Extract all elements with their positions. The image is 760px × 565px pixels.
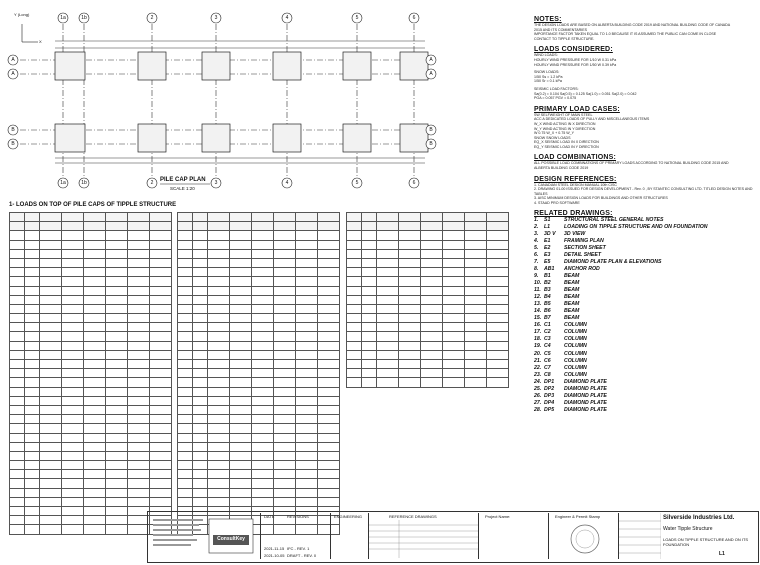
related-drawing-item — [534, 407, 754, 414]
related-title: COLUMN — [564, 350, 587, 357]
snow-title: SNOW LOADS: — [534, 70, 560, 75]
related-title: COLUMN — [564, 322, 587, 329]
grid-label: 1b — [81, 15, 87, 21]
related-code: E3 — [544, 251, 551, 258]
related-code: DP2 — [544, 385, 555, 392]
note-line: THE DESIGN LOADS ARE BASED ON ALBERTA BUILDING CODE 2019 AND NATIONAL BUILDING CODE OF CANADA — [534, 23, 731, 27]
related-title: FRAMING PLAN — [564, 237, 604, 244]
related-drawing-item — [534, 315, 754, 322]
related-number: 25. — [534, 385, 542, 392]
table-row — [347, 277, 509, 286]
grid-label: B — [11, 141, 15, 147]
related-title: RELATED DRAWINGS: — [534, 209, 613, 217]
grid-label: 3 — [214, 15, 218, 21]
related-number: 28. — [534, 406, 542, 413]
notes-section — [534, 16, 754, 414]
table-row — [347, 231, 509, 240]
related-code: C6 — [544, 357, 551, 364]
rev-desc: IFC - REV. 1 — [287, 546, 310, 551]
engineering-box — [330, 513, 369, 559]
related-number: 4. — [534, 237, 539, 244]
wind-line: HOURLY WIND PRESSURE FOR 1/10 W 0.31 kPa — [534, 57, 617, 62]
related-code: C3 — [544, 336, 551, 343]
related-drawing-item — [534, 252, 754, 259]
table-row — [347, 304, 509, 313]
related-drawing-item — [534, 259, 754, 266]
table-row — [10, 286, 172, 295]
table-row — [347, 240, 509, 249]
reference-line: 3. AISC MINIMUM DESIGN LOADS FOR BUILDINGS AND OTHER STRUCTURES — [534, 196, 668, 201]
table-row — [10, 470, 172, 479]
project-name: Water Tipple Structure — [663, 526, 713, 532]
primary-cases-title: PRIMARY LOAD CASES: — [534, 105, 620, 113]
reference-line: 4. STAAD PRO SOFTWARE — [534, 201, 580, 206]
grid-label: 1b — [81, 180, 87, 186]
related-drawing-item — [534, 386, 754, 393]
table-row — [10, 323, 172, 332]
table-row — [178, 277, 340, 286]
table-row — [10, 213, 172, 222]
related-code: 3D V — [544, 230, 556, 237]
grid-label: B — [429, 127, 433, 133]
related-drawing-item — [534, 245, 754, 252]
table-row — [10, 295, 172, 304]
case-line: ACC A DEDICATED LOADS OF PULLY AND MISCELLANEOUS ITEMS — [534, 117, 650, 122]
grid-label: 4 — [285, 15, 289, 21]
related-title: BEAM — [564, 294, 580, 301]
grid-label: 4 — [285, 180, 289, 186]
table-row — [178, 213, 340, 222]
related-code: DP5 — [544, 406, 555, 413]
related-number: 17. — [534, 329, 542, 336]
axis-x-label: X — [39, 39, 42, 44]
table-row — [347, 360, 509, 369]
table-row — [10, 488, 172, 497]
related-number: 9. — [534, 273, 539, 279]
table-row — [10, 497, 172, 506]
grid-label: 2 — [150, 180, 154, 186]
related-drawing-item — [534, 238, 754, 245]
related-drawing-item — [534, 365, 754, 372]
case-line: W 0.75 W_X + 0.75 W_Y — [534, 131, 575, 136]
related-code: B6 — [544, 308, 551, 315]
related-title: COLUMN — [564, 364, 587, 371]
combination-line: ALL POSSIBLE LOAD COMBINATIONS OF PRIMARY LOADS ACCORDING TO NATIONAL BUILDING CODE 2015 AND — [534, 161, 729, 166]
related-drawing-item — [534, 294, 754, 301]
table-row — [178, 387, 340, 396]
reference-line: TABLES — [534, 191, 548, 196]
table-row — [178, 222, 340, 231]
related-number: 2. — [534, 223, 539, 230]
table-row — [10, 396, 172, 405]
table-row — [178, 240, 340, 249]
related-drawing-item — [534, 266, 754, 273]
related-drawing-item — [534, 273, 754, 280]
related-number: 15. — [534, 315, 542, 322]
table-row — [10, 360, 172, 369]
grid-label: 6 — [412, 15, 416, 21]
case-line: W_Y WIND ACTING IN Y DIRECTION — [534, 126, 596, 131]
related-number: 7. — [534, 258, 539, 265]
plan-scale: SCALE 1:20 — [170, 186, 195, 191]
stamp-label: Engineer & Permit Stamp — [555, 514, 601, 519]
related-code: DP3 — [544, 392, 555, 399]
case-line: SNOW SNOW LOADS — [534, 135, 571, 140]
plan-title: PILE CAP PLAN — [160, 177, 206, 183]
loads-table — [177, 212, 340, 535]
grid-label: B — [429, 141, 433, 147]
table-row — [10, 415, 172, 424]
note-line: IMPORTANCE FACTOR TAKEN EQUAL TO 1.0 BECAUSE IT IS ASSUMED THE PUBLIC CAN COME IN CLOSE — [534, 32, 717, 37]
related-number: 27. — [534, 399, 542, 406]
table-row — [178, 231, 340, 240]
snow-line: 1/50 Ss = 1.2 kPa — [534, 74, 563, 79]
axis-y-label: Y (Long) — [14, 12, 30, 17]
table-row — [10, 222, 172, 231]
drawing-title: LOADS ON TIPPLE STRUCTURE AND ON ITS FOUNDATION — [663, 537, 749, 547]
related-code: B7 — [544, 315, 551, 322]
table-row — [10, 424, 172, 433]
table-row — [347, 268, 509, 277]
table-row — [178, 442, 340, 451]
table-row — [10, 277, 172, 286]
table-row — [10, 240, 172, 249]
related-drawing-item — [534, 224, 754, 231]
related-drawing-item — [534, 336, 754, 343]
table-row — [10, 341, 172, 350]
related-code: B2 — [544, 280, 551, 287]
grid-label: 1a — [60, 15, 66, 21]
related-title: DIAMOND PLATE — [564, 406, 607, 413]
case-line: W_X WIND ACTING IN X DIRECTION — [534, 121, 596, 126]
related-drawing-item — [534, 358, 754, 365]
table-row — [347, 314, 509, 323]
rev-date: 2021-10-05 — [264, 553, 285, 558]
related-code: C4 — [544, 343, 551, 350]
related-code: AB1 — [544, 265, 555, 272]
date-label: DATE — [264, 514, 275, 519]
table-row — [347, 323, 509, 332]
table-row — [178, 332, 340, 341]
table-row — [347, 295, 509, 304]
table-row — [347, 350, 509, 359]
related-code: E1 — [544, 237, 551, 244]
related-number: 18. — [534, 336, 542, 343]
related-title: BEAM — [564, 280, 580, 287]
table-row — [347, 258, 509, 267]
note-line: 2015 AND ITS COMMENTARIES — [534, 27, 588, 32]
project-label: Project Name: — [485, 514, 511, 519]
related-drawing-item — [534, 351, 754, 358]
related-number: 13. — [534, 301, 542, 308]
table-row — [10, 258, 172, 267]
grid-label: 1a — [60, 180, 66, 186]
related-number: 10. — [534, 280, 542, 287]
grid-label: 3 — [214, 180, 218, 186]
table-row — [178, 341, 340, 350]
snow-line: 1/50 Sr = 0.1 kPa — [534, 79, 562, 84]
grid-label: A — [429, 57, 433, 63]
related-number: 23. — [534, 371, 542, 378]
loads-table — [9, 212, 172, 535]
table-row — [178, 470, 340, 479]
table-row — [347, 369, 509, 378]
related-number: 3. — [534, 230, 539, 237]
related-drawing-item — [534, 400, 754, 407]
related-code: C1 — [544, 322, 551, 329]
related-title: BEAM — [564, 273, 580, 279]
related-title: DETAIL SHEET — [564, 251, 601, 258]
related-drawing-item — [534, 322, 754, 329]
related-title: DIAMOND PLATE — [564, 385, 607, 392]
related-drawing-item — [534, 393, 754, 400]
loads-table-title: 1- LOADS ON TOP OF PILE CAPS OF TIPPLE STRUCTURE — [9, 202, 177, 208]
related-number: 22. — [534, 364, 542, 371]
related-code: S1 — [544, 216, 551, 223]
grid-label: 6 — [412, 180, 416, 186]
related-drawing-item — [534, 308, 754, 315]
related-drawing-item — [534, 379, 754, 386]
reference-label: REFERENCE DRAWINGS — [389, 514, 437, 519]
seismic-title: SEISMIC LOAD FACTORS: — [534, 86, 579, 91]
table-row — [178, 268, 340, 277]
table-row — [178, 433, 340, 442]
related-drawing-item — [534, 287, 754, 294]
related-code: B1 — [544, 273, 551, 279]
related-number: 1. — [534, 216, 539, 223]
related-title: SECTION SHEET — [564, 244, 606, 251]
related-title: DIAMOND PLATE — [564, 378, 607, 385]
table-row — [178, 249, 340, 258]
grid-label: B — [11, 127, 15, 133]
related-number: 14. — [534, 308, 542, 315]
combination-line: ALBERTA BUILDING CODE 2019 — [534, 166, 589, 171]
related-title: COLUMN — [564, 343, 587, 350]
client-box — [618, 513, 758, 559]
table-row — [178, 378, 340, 387]
related-drawing-item — [534, 217, 754, 224]
table-row — [10, 268, 172, 277]
loads-considered-title: LOADS CONSIDERED: — [534, 46, 613, 54]
table-row — [10, 387, 172, 396]
related-title: DIAMOND PLATE PLAN & ELEVATIONS — [564, 258, 662, 265]
related-title: BEAM — [564, 308, 580, 315]
related-drawings-list — [534, 217, 754, 414]
table-row — [10, 369, 172, 378]
table-row — [178, 451, 340, 460]
related-code: B4 — [544, 294, 551, 301]
related-drawing-item — [534, 343, 754, 350]
table-row — [347, 286, 509, 295]
wind-title: WIND LOADS: — [534, 53, 558, 58]
revisions-label: REVISIONS — [287, 514, 309, 519]
table-row — [10, 378, 172, 387]
table-row — [178, 350, 340, 359]
table-row — [178, 304, 340, 313]
table-row — [10, 304, 172, 313]
seismic-line: PGA = 0.057 PGV = 0.075 — [534, 96, 577, 101]
table-row — [178, 369, 340, 378]
table-row — [347, 249, 509, 258]
drawing-number: L1 — [719, 551, 725, 557]
related-drawing-item — [534, 372, 754, 379]
related-title: 3D VIEW — [564, 230, 586, 237]
related-number: 12. — [534, 294, 542, 301]
table-row — [347, 332, 509, 341]
grid-label: 5 — [355, 180, 359, 186]
table-row — [178, 415, 340, 424]
related-title: STRUCTURAL STEEL GENERAL NOTES — [564, 216, 664, 223]
engineer-stamp-icon — [569, 523, 601, 555]
project-box — [478, 513, 549, 559]
related-code: C8 — [544, 371, 551, 378]
table-row — [178, 323, 340, 332]
related-title: COLUMN — [564, 336, 587, 343]
case-line: EQ_Y SEISMIC LOAD IN Y DIRECTION — [534, 144, 599, 149]
table-row — [10, 350, 172, 359]
note-line: CONTACT TO TIPPLE STRUCTURE. — [534, 36, 595, 41]
related-code: C2 — [544, 329, 551, 336]
notes-title: NOTES: — [534, 16, 562, 23]
related-number: 20. — [534, 350, 542, 357]
related-code: L1 — [544, 223, 551, 230]
stamp-box — [548, 513, 619, 559]
grid-label: 2 — [150, 15, 154, 21]
related-number: 6. — [534, 251, 539, 258]
table-row — [178, 360, 340, 369]
related-title: BEAM — [564, 301, 580, 308]
case-line: SW SELFWEIGHT OF MAIN STEEL — [534, 112, 593, 117]
grid-label: A — [11, 57, 15, 63]
related-code: E2 — [544, 244, 551, 251]
reference-line: 2. DRAWING 01-00 ISSUED FOR DESIGN DEVELOPMENT - Rev. 0 , BY STANTEC CONSULTING LTD. TITLED DESIGN NOTES AND — [534, 187, 753, 192]
related-number: 21. — [534, 357, 542, 364]
related-title: ANCHOR ROD — [564, 265, 600, 272]
table-row — [347, 213, 509, 222]
related-code: C5 — [544, 350, 551, 357]
reference-box — [368, 513, 479, 559]
table-row — [178, 295, 340, 304]
related-number: 8. — [534, 265, 539, 272]
engineering-label: ENGINEERING — [334, 514, 363, 519]
table-row — [10, 332, 172, 341]
related-title: BEAM — [564, 287, 580, 294]
related-code: B5 — [544, 301, 551, 308]
table-row — [178, 479, 340, 488]
grid-label: A — [429, 71, 433, 77]
table-row — [10, 461, 172, 470]
related-drawing-item — [534, 231, 754, 238]
related-title: COLUMN — [564, 329, 587, 336]
table-row — [178, 461, 340, 470]
related-title: LOADING ON TIPPLE STRUCTURE AND ON FOUNDATION — [564, 223, 708, 230]
reference-line: 1. CANADIAN STEEL DESIGN MANUAL 10th CISC — [534, 182, 618, 187]
related-drawing-item — [534, 280, 754, 287]
references-title: DESIGN REFERENCES: — [534, 175, 617, 183]
table-row — [10, 479, 172, 488]
grid-label: A — [11, 71, 15, 77]
logo-area — [149, 513, 259, 559]
wind-line: HOURLY WIND PRESSURE FOR 1/50 W 0.39 kPa — [534, 62, 617, 67]
logo-text: ConsultKey — [217, 536, 245, 542]
related-number: 16. — [534, 322, 542, 329]
client-name: Silverside Industries Ltd. — [663, 515, 735, 521]
table-row — [178, 286, 340, 295]
table-row — [347, 222, 509, 231]
rev-desc: DRAFT - REV. 0 — [287, 553, 317, 558]
case-line: EQ_X SEISMIC LOAD IN X DIRECTION — [534, 140, 599, 145]
related-code: C7 — [544, 364, 551, 371]
table-row — [178, 258, 340, 267]
table-row — [178, 488, 340, 497]
related-code: DP1 — [544, 378, 555, 385]
table-row — [178, 396, 340, 405]
related-code: DP4 — [544, 399, 555, 406]
related-drawing-item — [534, 329, 754, 336]
table-row — [347, 378, 509, 387]
table-row — [178, 497, 340, 506]
table-row — [10, 442, 172, 451]
table-row — [10, 249, 172, 258]
seismic-line: Sa(0.2) = 0.104 Sa(0.5) = 0.125 Sa(1.0) = 0.051 Sa(2.0) = 0.042 — [534, 91, 637, 96]
table-row — [178, 405, 340, 414]
rev-date: 2021-11-15 — [264, 546, 285, 551]
related-title: DIAMOND PLATE — [564, 399, 607, 406]
related-title: DIAMOND PLATE — [564, 392, 607, 399]
related-title: COLUMN — [564, 357, 587, 364]
table-row — [10, 433, 172, 442]
table-row — [178, 314, 340, 323]
table-row — [10, 405, 172, 414]
table-row — [10, 314, 172, 323]
table-row — [10, 231, 172, 240]
related-title: BEAM — [564, 315, 580, 322]
combinations-title: LOAD COMBINATIONS: — [534, 154, 617, 162]
grid-label: 5 — [355, 15, 359, 21]
table-row — [347, 341, 509, 350]
related-code: B3 — [544, 287, 551, 294]
related-number: 19. — [534, 343, 542, 350]
related-title: COLUMN — [564, 371, 587, 378]
grid-labels-top — [0, 0, 440, 200]
related-drawing-item — [534, 301, 754, 308]
related-number: 24. — [534, 378, 542, 385]
loads-table — [346, 212, 509, 388]
table-row — [10, 451, 172, 460]
related-number: 5. — [534, 244, 539, 251]
related-number: 26. — [534, 392, 542, 399]
table-row — [178, 424, 340, 433]
revisions-table — [260, 513, 331, 559]
related-number: 11. — [534, 287, 541, 294]
related-code: E5 — [544, 258, 551, 265]
